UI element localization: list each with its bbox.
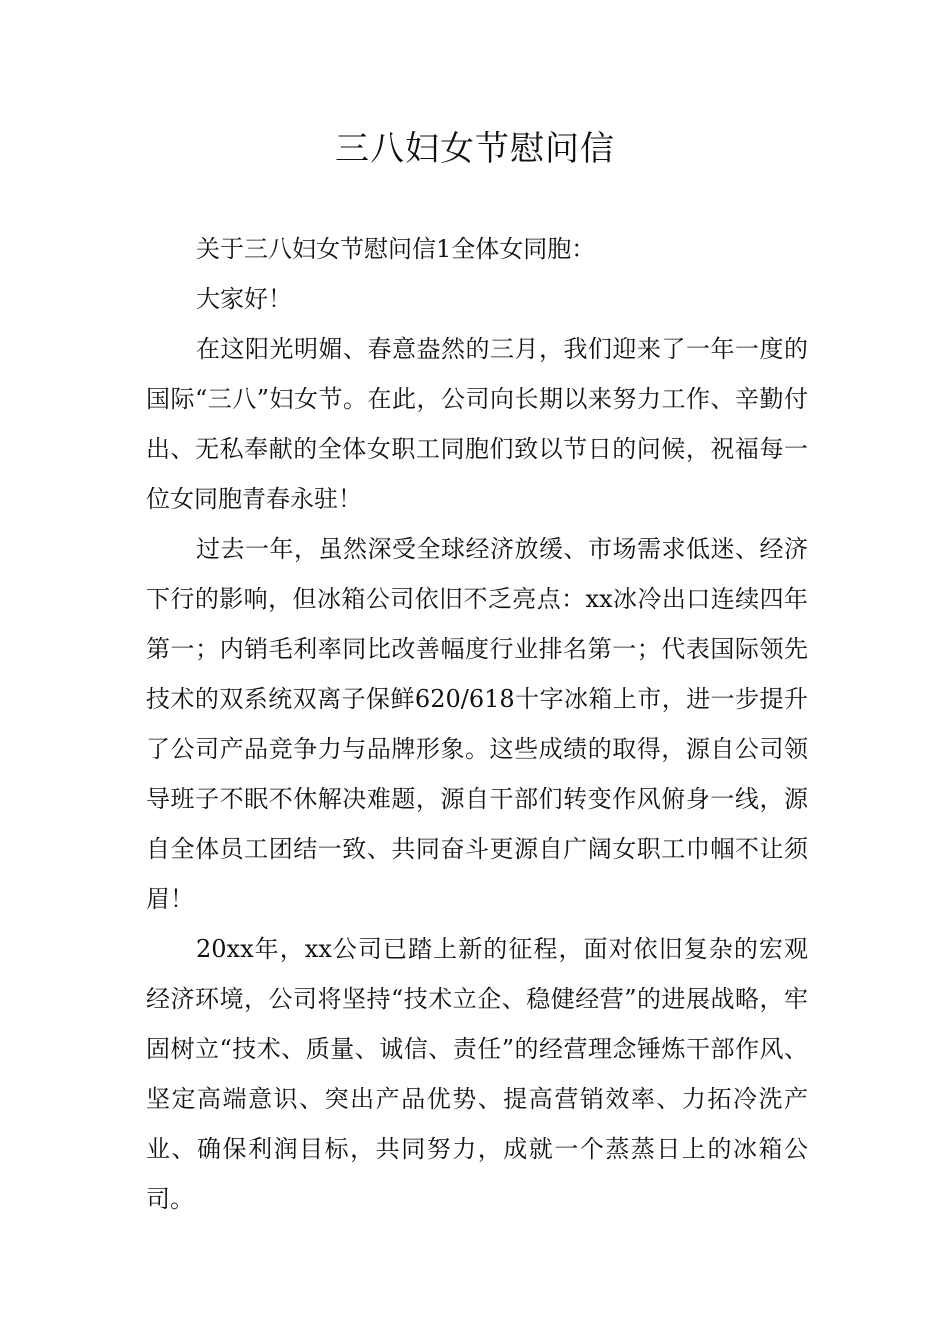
paragraph-new-year-plan: 20xx年，xx公司已踏上新的征程，面对依旧复杂的宏观经济环境，公司将坚持“技术立企、稳健经营”的进展战略，牢固树立“技术、质量、诚信、责任”的经营理念锤炼干部作风、坚定高端意识、突出产品优势、提高营销效率、力拓冷洗产业、确保利润目标，共同努力，成就一个蒸蒸日上的冰箱公司。 [146,935,808,1213]
document-body [146,224,808,1224]
paragraph-greeting: 大家好！ [196,285,292,313]
paragraph-heading-line: 关于三八妇女节慰问信1全体女同胞： [196,235,596,263]
paragraph-festival-wishes: 在这阳光明媚、春意盎然的三月，我们迎来了一年一度的国际“三八”妇女节。在此，公司向长期以来努力工作、辛勤付出、无私奉献的全体女职工同胞们致以节日的问候，祝福每一位女同胞青春永驻！ [146,335,808,513]
document-title: 三八妇女节慰问信 [335,129,615,169]
paragraph-past-year: 过去一年，虽然深受全球经济放缓、市场需求低迷、经济下行的影响，但冰箱公司依旧不乏亮点：xx冰冷出口连续四年第一；内销毛利率同比改善幅度行业排名第一；代表国际领先技术的双系统双离子保鲜620/618十字冰箱上市，进一步提升了公司产品竞争力与品牌形象。这些成绩的取得，源自公司领导班子不眠不休解决难题，源自干部们转变作风俯身一线，源自全体员工团结一致、共同奋斗更源自广阔女职工巾帼不让须眉！ [146,535,808,913]
